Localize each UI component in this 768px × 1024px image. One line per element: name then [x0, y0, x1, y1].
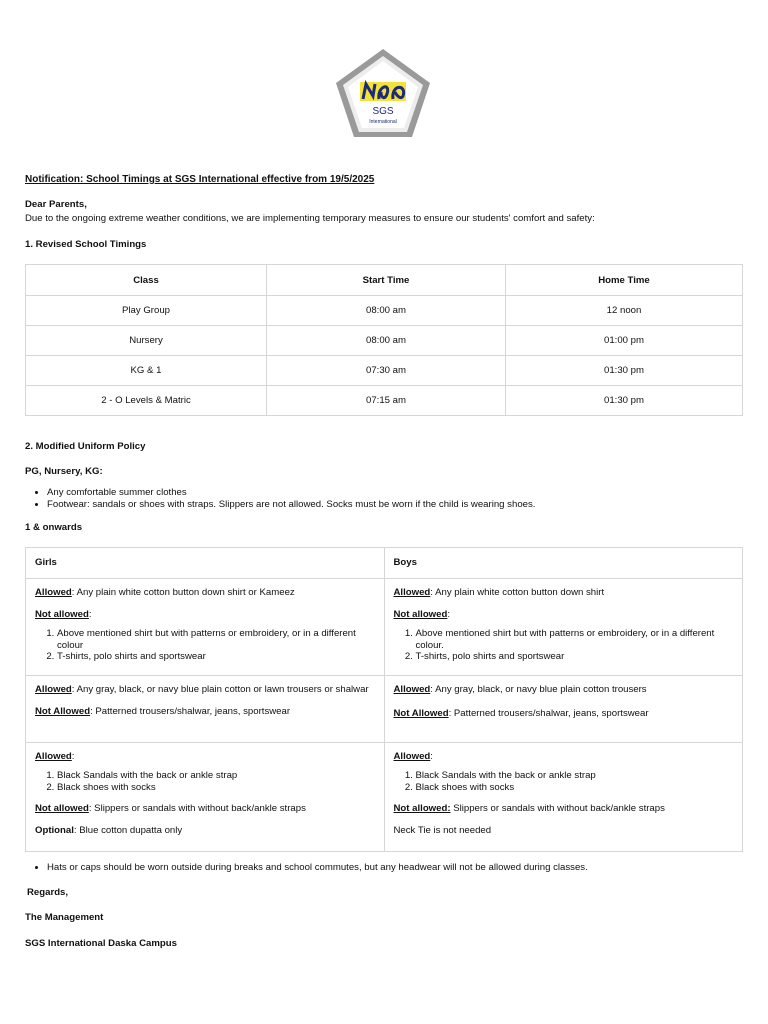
section-1-heading: 1. Revised School Timings [25, 239, 147, 250]
girls-trouser-cell [26, 676, 385, 743]
allowed-text: : Any gray, black, or navy blue plain cotton or lawn trousers or shalwar [71, 684, 369, 695]
not-allowed-text: : Patterned trousers/shalwar, jeans, sportswear [448, 708, 649, 719]
list-item: 1. Above mentioned shirt but with patterns or embroidery, or in a different colour [57, 628, 375, 651]
colon: : [71, 751, 75, 762]
section-2-heading: 2. Modified Uniform Policy [25, 441, 146, 452]
table-cell: 01:30 pm [506, 386, 743, 416]
table-row [26, 356, 743, 386]
table-cell: 01:30 pm [506, 356, 743, 386]
hat-note-list [33, 862, 588, 873]
table-cell: 07:15 am [267, 386, 506, 416]
allowed-text: : Any gray, black, or navy blue plain cotton trousers [430, 684, 647, 695]
girls-shoes-cell [26, 743, 385, 852]
neck-tie-note: Neck Tie is not needed [393, 825, 492, 836]
intro-text: Due to the ongoing extreme weather conditions, we are implementing temporary measures to ensure our students' comfort and safety: [25, 213, 595, 224]
list-item: 2. T-shirts, polo shirts and sportswear [416, 651, 734, 663]
trouser-row [26, 676, 743, 743]
table-cell: Play Group [26, 296, 267, 326]
optional-text: : Blue cotton dupatta only [73, 825, 183, 836]
list-item: • Footwear: sandals or shoes with straps. Slippers are not allowed. Socks must be worn if the child is wearing shoes. [47, 499, 535, 511]
table-cell: 01:00 pm [506, 326, 743, 356]
uniform-table [25, 547, 743, 852]
colon: : [430, 751, 433, 762]
girls-shirt-cell [26, 579, 385, 676]
shirt-row [26, 579, 743, 676]
timings-table [25, 264, 743, 416]
not-allowed-text: : Patterned trousers/shalwar, jeans, sportswear [90, 706, 291, 717]
uniform-header-row [26, 548, 743, 579]
table-cell: KG & 1 [26, 356, 267, 386]
management-signoff: The Management [25, 912, 104, 923]
shoes-row [26, 743, 743, 852]
list-item: • Hats or caps should be worn outside during breaks and school commutes, but any headwear will not be allowed during classes. [47, 862, 588, 873]
table-cell: 07:30 am [267, 356, 506, 386]
colon: : [447, 609, 451, 620]
not-allowed-label: Not Allowed [35, 706, 91, 717]
boys-shoes-cell [384, 743, 743, 852]
not-allowed-label: Not allowed [35, 609, 89, 620]
colon: : [88, 609, 92, 620]
campus-name: SGS International Daska Campus [25, 938, 177, 949]
table-cell: Nursery [26, 326, 267, 356]
allowed-label: Allowed [35, 684, 72, 695]
allowed-text: : Any plain white cotton button down shirt [430, 587, 605, 598]
not-allowed-label: Not allowed [35, 803, 89, 814]
regards: Regards, [27, 887, 69, 898]
allowed-label: Allowed [393, 587, 431, 598]
table-row [26, 296, 743, 326]
boys-shirt-cell [384, 579, 743, 676]
not-allowed-list [394, 628, 734, 663]
list-item: 1. Black Sandals with the back or ankle strap [57, 770, 375, 782]
list-item: • Any comfortable summer clothes [47, 487, 535, 499]
allowed-label: Allowed [393, 684, 431, 695]
boys-trouser-cell [384, 676, 743, 743]
table-row [26, 386, 743, 416]
timings-header-row [26, 265, 743, 296]
table-row [26, 326, 743, 356]
optional-label: Optional [35, 825, 74, 836]
allowed-label: Allowed [35, 751, 72, 762]
not-allowed-text: Slippers or sandals with without back/ankle straps [450, 803, 665, 814]
logo-subtext: International [369, 119, 397, 125]
list-item: 1. Black Sandals with the back or ankle strap [416, 770, 734, 782]
allowed-list [35, 770, 375, 793]
not-allowed-text: : Slippers or sandals with without back/ankle straps [88, 803, 306, 814]
table-cell: 08:00 am [267, 326, 506, 356]
allowed-label: Allowed [35, 587, 72, 598]
table-cell: 2 - O Levels & Matric [26, 386, 267, 416]
sgs-logo [333, 46, 433, 140]
list-item: 2. Black shoes with socks [57, 782, 375, 794]
not-allowed-label: Not allowed [393, 609, 448, 620]
table-cell: 08:00 am [267, 296, 506, 326]
salutation: Dear Parents, [25, 199, 87, 210]
pg-bullet-list [33, 487, 535, 510]
allowed-label: Allowed [393, 751, 431, 762]
allowed-list [394, 770, 734, 793]
not-allowed-list [35, 628, 375, 663]
list-item: 2. T-shirts, polo shirts and sportswear [57, 651, 375, 663]
onwards-heading: 1 & onwards [25, 522, 83, 533]
not-allowed-label: Not allowed: [393, 803, 451, 814]
boys-header: Boys [384, 548, 743, 579]
table-cell: 12 noon [506, 296, 743, 326]
list-item: 1. Above mentioned shirt but with patterns or embroidery, or in a different colour. [416, 628, 734, 651]
col-header: Class [26, 265, 267, 296]
pg-heading: PG, Nursery, KG: [25, 466, 103, 477]
list-item: 2. Black shoes with socks [416, 782, 734, 794]
col-header: Start Time [267, 265, 506, 296]
logo-text: SGS [372, 106, 394, 117]
allowed-text: : Any plain white cotton button down shirt or Kameez [71, 587, 295, 598]
not-allowed-label: Not Allowed [393, 708, 449, 719]
col-header: Home Time [506, 265, 743, 296]
notice-title: Notification: School Timings at SGS International effective from 19/5/2025 [25, 174, 375, 185]
girls-header: Girls [26, 548, 385, 579]
